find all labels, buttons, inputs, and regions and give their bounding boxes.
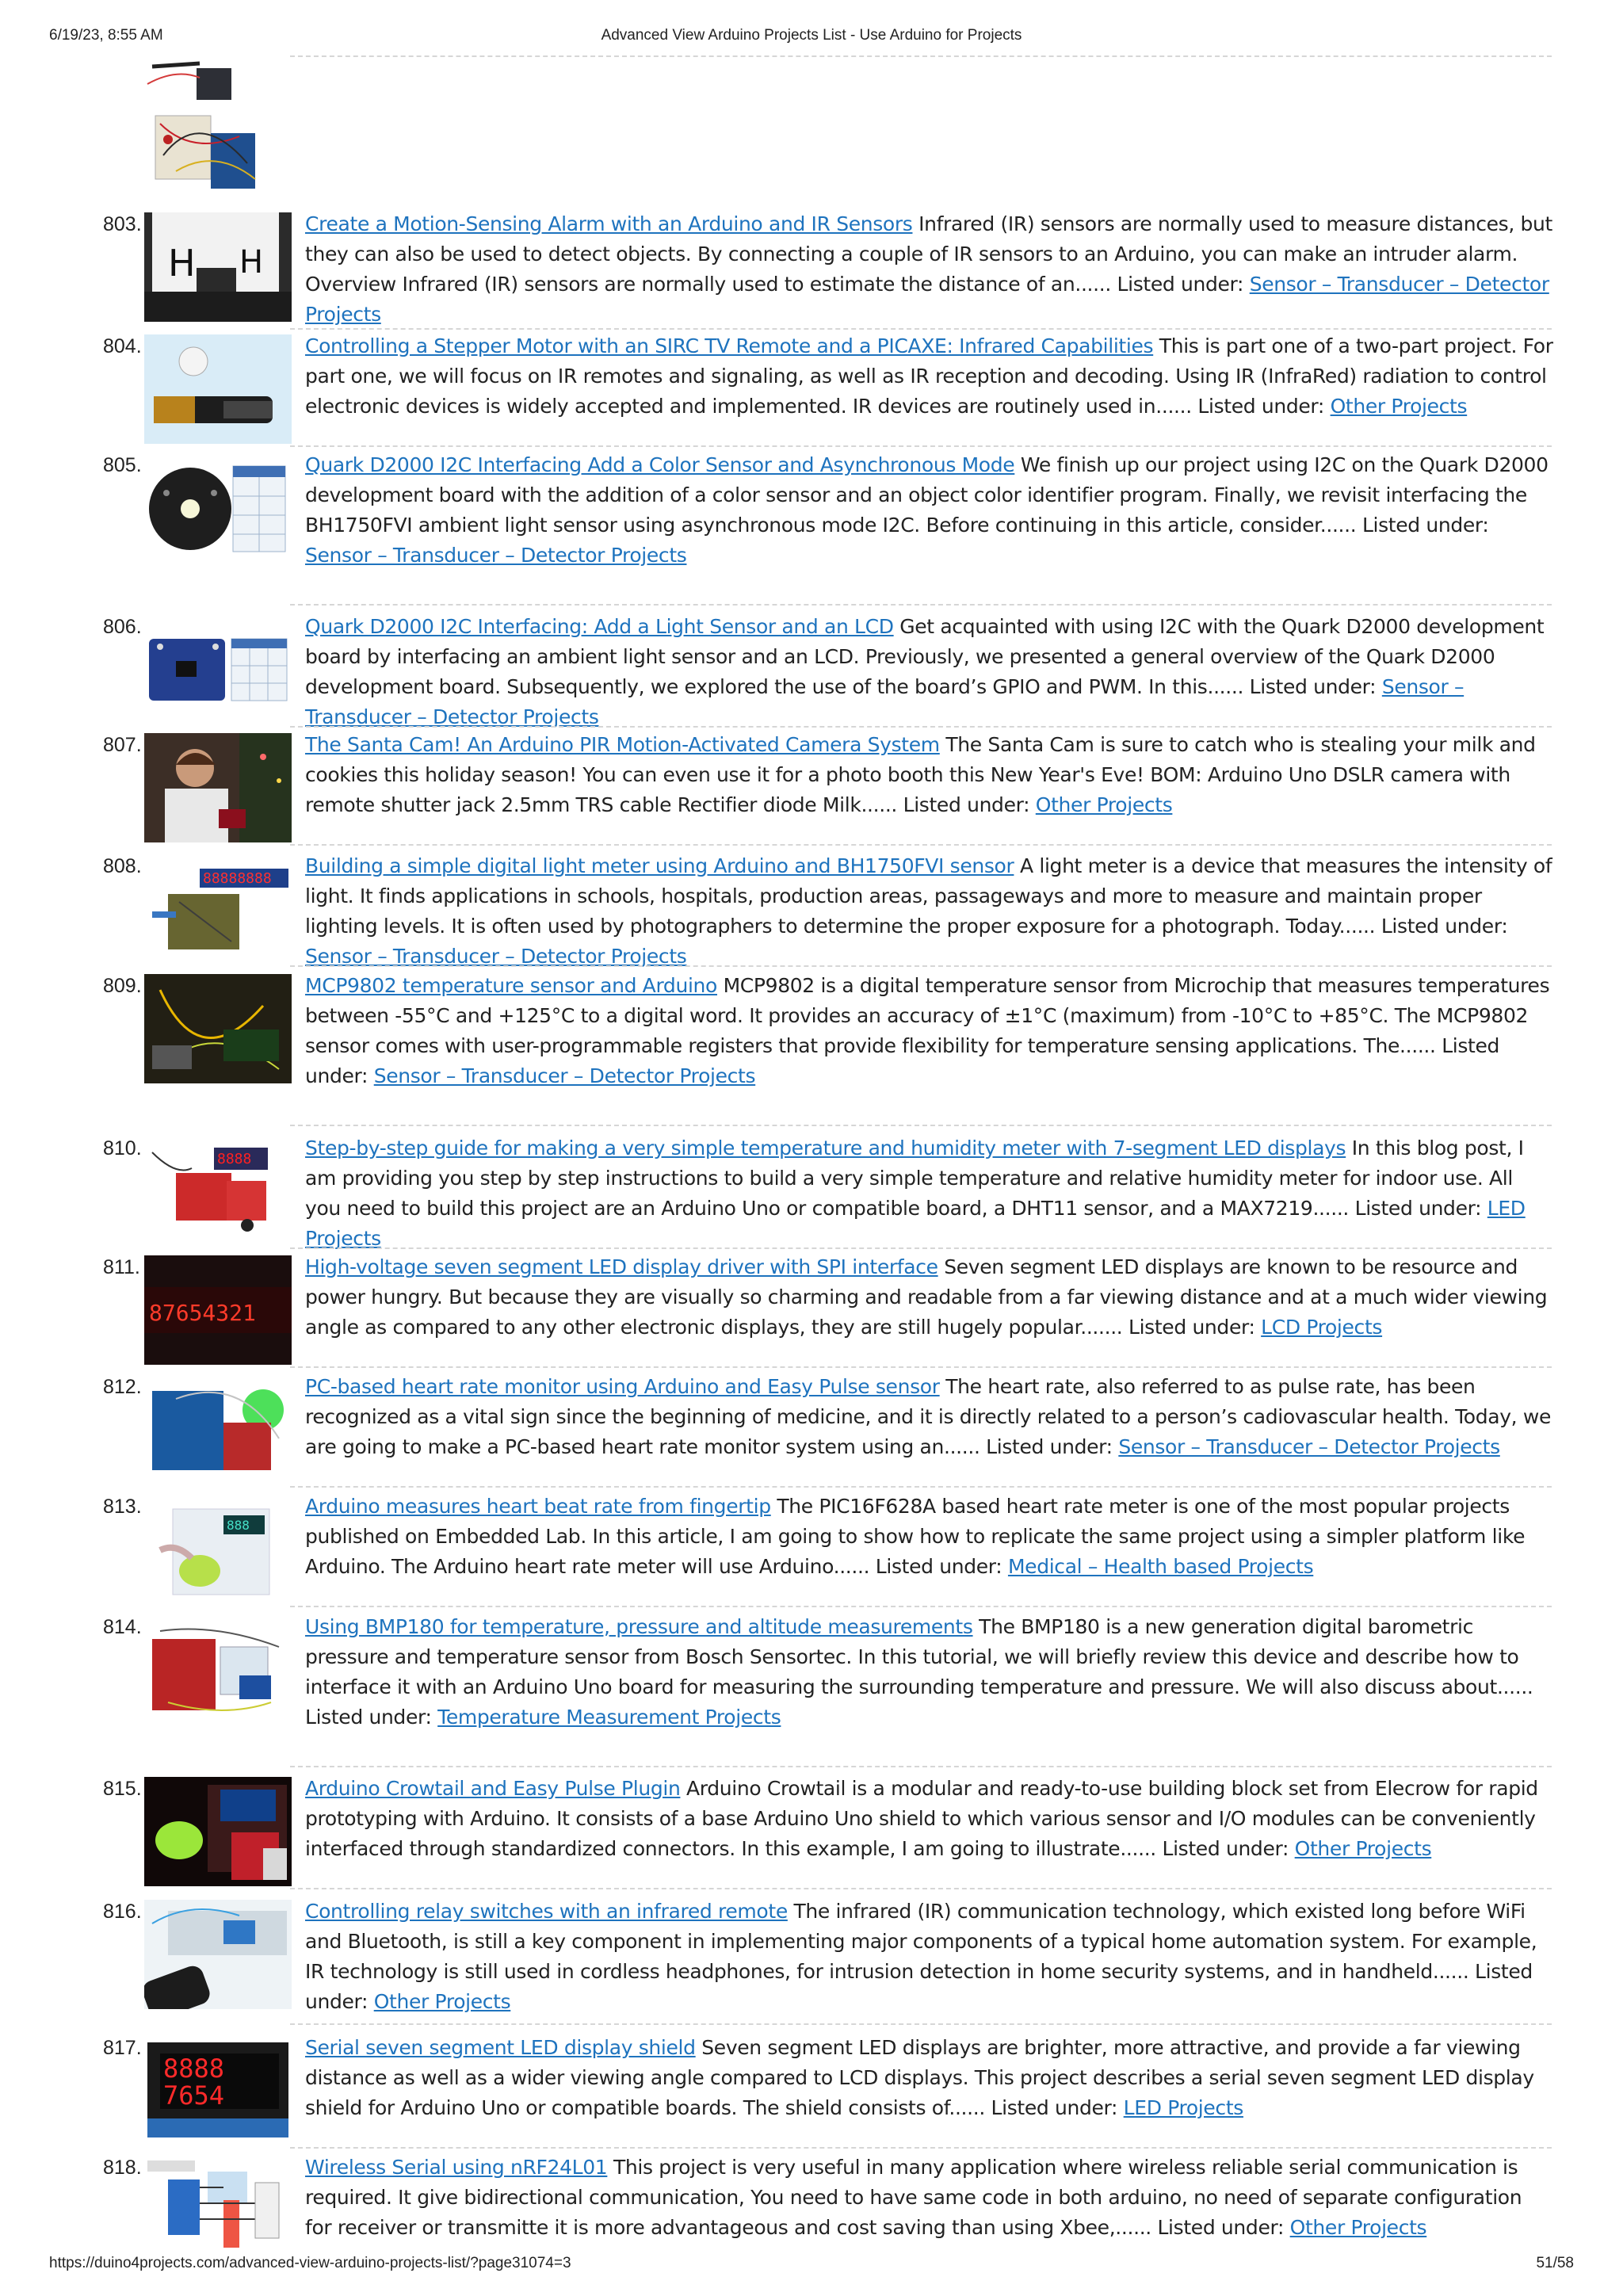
project-title-link[interactable]: Serial seven segment LED display shield: [305, 2036, 696, 2059]
category-link[interactable]: Other Projects: [1330, 395, 1468, 418]
svg-text:8888: 8888: [163, 2053, 225, 2084]
item-text: [305, 612, 1553, 732]
project-title-link[interactable]: The Santa Cam! An Arduino PIR Motion-Activated Camera System: [305, 733, 940, 756]
item-divider: [290, 1247, 1552, 1249]
item-text: [305, 851, 1553, 972]
project-description: Seven segment LED displays are brighter, more attractive, and provide a far viewing distance as well as a wider viewing angle compared to LCD displays. This project describes a serial seven segment LED display shield for Arduino Uno or compatible boards. The shield consists of...... Listed under:: [305, 2036, 1534, 2119]
project-title-link[interactable]: Quark D2000 I2C Interfacing Add a Color Sensor and Asynchronous Mode: [305, 453, 1015, 476]
item-text: [305, 730, 1553, 820]
project-title-link[interactable]: Wireless Serial using nRF24L01: [305, 2156, 608, 2179]
previous-item-thumbnail[interactable]: [144, 60, 293, 200]
svg-text:888: 888: [227, 1518, 250, 1533]
print-header: [49, 27, 1574, 51]
project-description: Infrared (IR) sensors are normally used to measure distances, but they can also be used to detect objects. By connecting a couple of IR sensors to an Arduino, you can make an intruder alarm. Overview Infrared (IR) sensors are normally used to estimate the distance of an...... Listed under:: [305, 212, 1552, 296]
category-link[interactable]: Sensor – Transducer – Detector Projects: [305, 544, 687, 567]
item-text: [305, 2033, 1553, 2123]
project-description: This is part one of a two-part project. For part one, we will focus on IR remotes and signaling, as well as IR reception and decoding. Using IR (InfraRed) radiation to control electronic devices is widely accepted and implemented. IR devices are routinely used in...... Listed under:: [305, 334, 1553, 418]
item-text: [305, 2153, 1553, 2243]
project-title-link[interactable]: High-voltage seven segment LED display driver with SPI interface: [305, 1255, 938, 1278]
category-link[interactable]: LED Projects: [1123, 2096, 1243, 2119]
category-link[interactable]: Sensor – Transducer – Detector Projects: [1118, 1435, 1500, 1458]
item-text: [305, 1612, 1553, 1733]
category-link[interactable]: Sensor – Transducer – Detector Projects: [305, 675, 1465, 728]
item-divider: [290, 1766, 1552, 1767]
item-number: 811.: [103, 1256, 140, 1278]
item-divider: [290, 2147, 1552, 2149]
item-number: 814.: [103, 1616, 142, 1638]
category-link[interactable]: Other Projects: [1289, 2216, 1427, 2239]
item-text: [305, 1492, 1553, 1582]
print-page-title: Advanced View Arduino Projects List - Use Arduino for Projects: [601, 27, 1022, 44]
project-thumbnail[interactable]: [144, 212, 292, 322]
svg-text:8888: 8888: [217, 1151, 252, 1167]
project-description: Arduino Crowtail is a modular and ready-to-use building block set from Elecrow for rapid prototyping with Arduino. It consists of a base Arduino Uno shield to which various sensor and I/O modules can be conveniently interfaced through standardized connectors. In this example, I am going to illustrate...... Listed under:: [305, 1777, 1538, 1860]
item-number: 807.: [103, 734, 142, 756]
category-link[interactable]: Sensor – Transducer – Detector Projects: [373, 1064, 756, 1087]
project-description: The Santa Cam is sure to catch who is stealing your milk and cookies this holiday season! You can even use it for a photo booth this New Year's Eve! BOM: Arduino Uno DSLR camera with remote shutter jack 2.5mm TRS cable Rectifier diode Milk...... Listed under:: [305, 733, 1536, 816]
project-description: A light meter is a device that measures the intensity of light. It finds applications in schools, hospitals, production areas, passageways and more to measure and maintain proper lighting levels. It is often used by photographers to determine the proper exposure for a photograph. Today...... Listed under:: [305, 854, 1552, 938]
project-description: Seven segment LED displays are known to be resource and power hungry. But because they are visually so charming and readable from a far viewing distance and at a much wider viewing angle as compared to any other electronic displays, they are still hugely popular....... Listed under:: [305, 1255, 1548, 1339]
item-number: 803.: [103, 213, 142, 235]
svg-text:H: H: [168, 242, 196, 285]
item-text: [305, 1897, 1553, 2017]
category-link[interactable]: LED Projects: [305, 1197, 1526, 1250]
item-divider: [290, 1366, 1552, 1368]
project-title-link[interactable]: Arduino measures heart beat rate from fingertip: [305, 1495, 771, 1518]
project-thumbnail[interactable]: [144, 2036, 292, 2145]
category-link[interactable]: Other Projects: [1294, 1837, 1432, 1860]
project-description: This project is very useful in many application where wireless reliable serial communication is required. It give bidirectional communication, You need to have same code in both arduino, no need of separate configuration for receiver or transmitte it is more advantageous and cost saving than using Xbee,...... Listed under:: [305, 2156, 1522, 2239]
item-number: 809.: [103, 975, 142, 997]
item-divider: [290, 2023, 1552, 2025]
project-title-link[interactable]: Create a Motion-Sensing Alarm with an Arduino and IR Sensors: [305, 212, 913, 235]
project-thumbnail[interactable]: [144, 2156, 292, 2265]
item-text: [305, 331, 1553, 422]
project-thumbnail[interactable]: [144, 974, 292, 1083]
category-link[interactable]: Sensor – Transducer – Detector Projects: [305, 945, 687, 968]
project-thumbnail[interactable]: [144, 1615, 292, 1725]
item-divider: [290, 1486, 1552, 1488]
project-thumbnail[interactable]: [144, 1375, 292, 1484]
project-title-link[interactable]: Controlling relay switches with an infrared remote: [305, 1900, 788, 1923]
category-link[interactable]: Other Projects: [373, 1990, 511, 2013]
item-number: 816.: [103, 1901, 142, 1923]
item-divider: [290, 844, 1552, 846]
project-description: MCP9802 is a digital temperature sensor from Microchip that measures temperatures between -55°C and +125°C to a digital word. It provides an accuracy of ±1°C (maximum) from -10°C to +85°C. The MCP9802 sensor comes with user-programmable registers that provide flexibility for temperature sensing applications. The...... Listed under:: [305, 974, 1550, 1087]
category-link[interactable]: Sensor – Transducer – Detector Projects: [305, 273, 1549, 326]
item-number: 813.: [103, 1496, 142, 1518]
project-thumbnail[interactable]: [144, 1900, 292, 2009]
item-divider: [290, 726, 1552, 728]
item-number: 810.: [103, 1137, 142, 1159]
item-divider: [290, 1888, 1552, 1889]
item-number: 815.: [103, 1778, 142, 1800]
item-number: 808.: [103, 855, 142, 877]
project-title-link[interactable]: Quark D2000 I2C Interfacing: Add a Light Sensor and an LCD: [305, 615, 894, 638]
item-divider: [290, 1606, 1552, 1607]
project-description: The heart rate, also referred to as pulse rate, has been recognized as a vital sign since the beginning of medicine, and it is directly related to a person’s cadiovascular health. Today, we are going to make a PC-based heart rate monitor system using an...... Listed under:: [305, 1375, 1552, 1458]
project-title-link[interactable]: Using BMP180 for temperature, pressure and altitude measurements: [305, 1615, 973, 1638]
page-number: 51/58: [1536, 2255, 1574, 2271]
project-description: The BMP180 is a new generation digital barometric pressure and temperature sensor from Bosch Sensortec. In this tutorial, we will briefly review this device and describe how to interface it with an Arduino Uno board for measuring the surrounding temperature and pressure. We will also discuss about...... Listed under:: [305, 1615, 1533, 1729]
project-thumbnail[interactable]: [144, 1137, 292, 1246]
category-link[interactable]: Other Projects: [1035, 793, 1173, 816]
item-text: [305, 209, 1553, 330]
project-thumbnail[interactable]: [144, 733, 292, 842]
item-divider: [290, 328, 1552, 330]
item-number: 817.: [103, 2037, 142, 2059]
svg-text:7654: 7654: [163, 2080, 225, 2111]
project-thumbnail[interactable]: [144, 1495, 292, 1604]
project-thumbnail[interactable]: [144, 453, 292, 563]
project-thumbnail[interactable]: [144, 334, 292, 444]
item-number: 804.: [103, 335, 142, 357]
print-footer: [49, 2255, 1574, 2279]
svg-text:87654321: 87654321: [149, 1300, 256, 1326]
project-thumbnail[interactable]: [144, 1255, 292, 1365]
item-text: [305, 1252, 1553, 1343]
item-divider: [290, 1125, 1552, 1126]
project-thumbnail[interactable]: [144, 854, 292, 964]
item-text: [305, 971, 1553, 1091]
item-divider: [290, 445, 1552, 447]
project-description: The infrared (IR) communication technology, which existed long before WiFi and Bluetooth, is still a key component in implementing major components of a typical home automation system. For example, IR technology is still used in cordless headphones, for intrusion detection in home security systems, and in handheld...... Listed under:: [305, 1900, 1537, 2013]
svg-text:88888888: 88888888: [203, 870, 272, 887]
project-thumbnail[interactable]: [144, 615, 292, 724]
item-divider: [290, 604, 1552, 606]
project-description: The PIC16F628A based heart rate meter is one of the most popular projects published on Embedded Lab. In this article, I am going to show how to replicate the same project using a simpler platform like Arduino. The Arduino heart rate meter will use Arduino...... Listed under:: [305, 1495, 1526, 1578]
item-text: [305, 1133, 1553, 1254]
project-title-link[interactable]: Arduino Crowtail and Easy Pulse Plugin: [305, 1777, 681, 1800]
project-thumbnail[interactable]: [144, 1777, 292, 1886]
item-number: 806.: [103, 616, 142, 638]
project-title-link[interactable]: Building a simple digital light meter using Arduino and BH1750FVI sensor: [305, 854, 1014, 877]
top-divider: [290, 55, 1552, 57]
item-text: [305, 1372, 1553, 1462]
item-number: 818.: [103, 2157, 142, 2179]
project-description: We finish up our project using I2C on the Quark D2000 development board with the addition of a color sensor and an object color identifier program. Finally, we revisit interfacing the BH1750FVI ambient light sensor using asynchronous mode I2C. Before continuing in this article, consider...... Listed under:: [305, 453, 1549, 537]
print-datetime: 6/19/23, 8:55 AM: [49, 27, 163, 44]
print-url: https://duino4projects.com/advanced-view-arduino-projects-list/?page31074=3: [49, 2255, 571, 2271]
project-title-link[interactable]: PC-based heart rate monitor using Arduino and Easy Pulse sensor: [305, 1375, 940, 1398]
category-link[interactable]: LCD Projects: [1261, 1316, 1383, 1339]
item-number: 805.: [103, 454, 142, 476]
item-text: [305, 1774, 1553, 1864]
project-title-link[interactable]: MCP9802 temperature sensor and Arduino: [305, 974, 717, 997]
item-divider: [290, 965, 1552, 967]
project-title-link[interactable]: Controlling a Stepper Motor with an SIRC TV Remote and a PICAXE: Infrared Capabilities: [305, 334, 1154, 357]
category-link[interactable]: Medical – Health based Projects: [1007, 1555, 1314, 1578]
project-description: In this blog post, I am providing you step by step instructions to build a very simple temperature and relative humidity meter for indoor use. All you need to build this project are an Arduino Uno or compatible board, a DHT11 sensor, and a MAX7219...... Listed under:: [305, 1137, 1524, 1220]
category-link[interactable]: Temperature Measurement Projects: [437, 1706, 781, 1729]
item-text: [305, 450, 1553, 571]
project-title-link[interactable]: Step-by-step guide for making a very simple temperature and humidity meter with 7-segment LED displays: [305, 1137, 1346, 1159]
project-description: Get acquainted with using I2C with the Quark D2000 development board by interfacing an ambient light sensor and an LCD. Previously, we presented a general overview of the Quark D2000 development board. Subsequently, we explored the use of the board’s GPIO and PWM. In this...... Listed under:: [305, 615, 1545, 698]
item-number: 812.: [103, 1376, 142, 1398]
svg-text:H: H: [239, 244, 264, 281]
